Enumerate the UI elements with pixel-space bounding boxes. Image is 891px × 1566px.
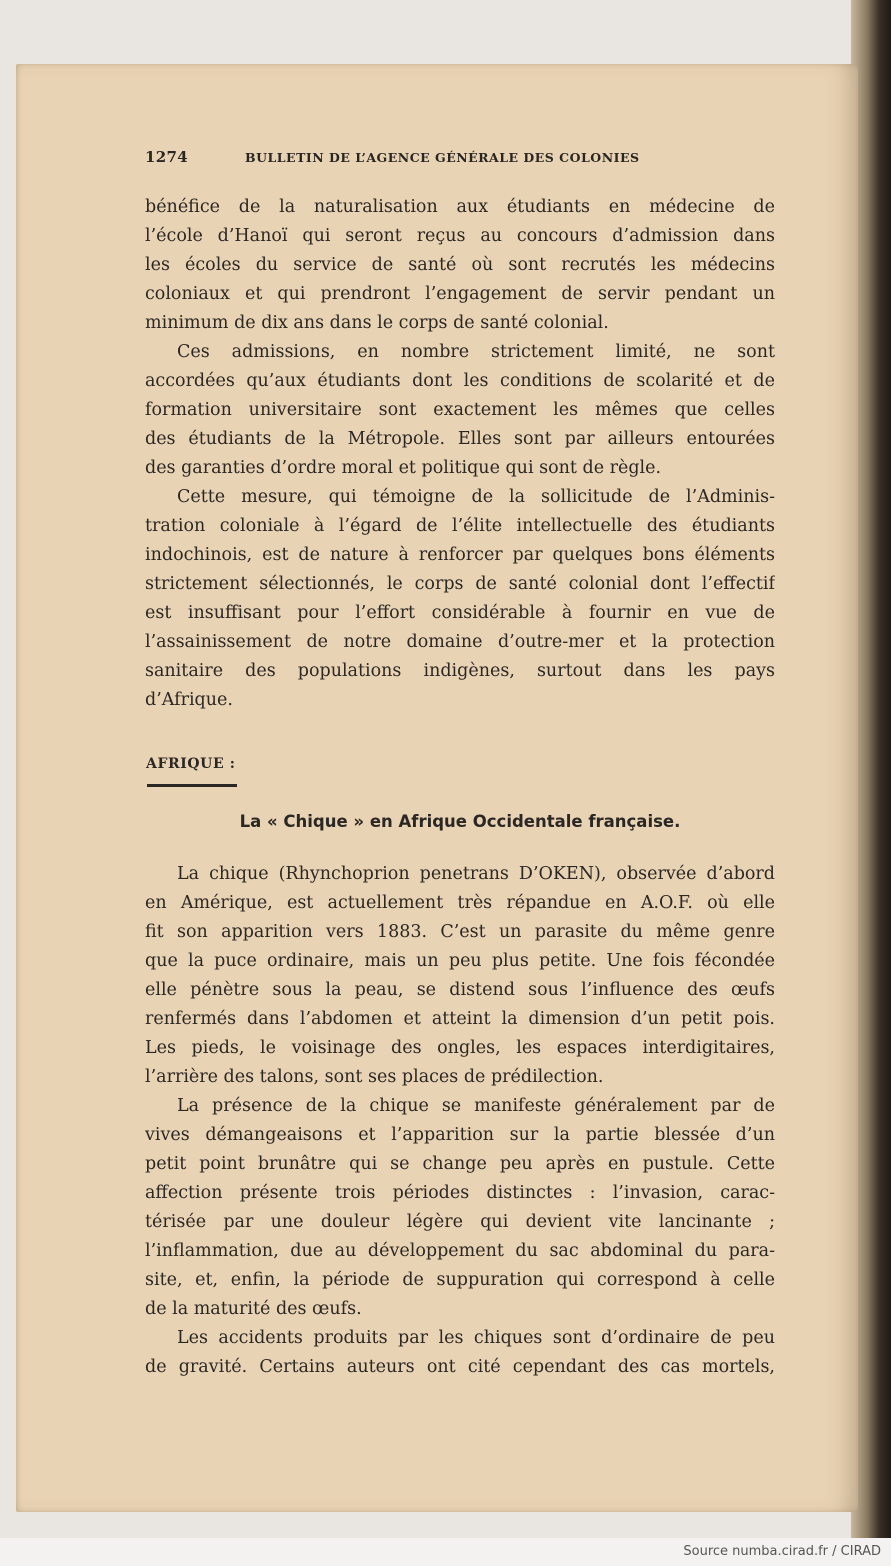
section-label: AFRIQUE : (146, 756, 236, 772)
article-line: en Amérique, est actuellement très répandue en A.O.F. où elle (145, 893, 775, 913)
article-line: Les accidents produits par les chiques sont d’ordinaire de peu (177, 1328, 775, 1348)
body-line: formation universitaire sont exactement les mêmes que celles (145, 400, 775, 420)
body-line: sanitaire des populations indigènes, surtout dans les pays (145, 661, 775, 681)
article-line: de gravité. Certains auteurs ont cité cependant des cas mortels, (145, 1357, 775, 1377)
article-line: vives démangeaisons et l’apparition sur la partie blessée d’un (145, 1125, 775, 1145)
article-line: que la puce ordinaire, mais un peu plus petite. Une fois fécondée (145, 951, 775, 971)
body-line: coloniaux et qui prendront l’engagement de servir pendant un (145, 284, 775, 304)
article-line: fit son apparition vers 1883. C’est un parasite du même genre (145, 922, 775, 942)
source-credit: Source numba.cirad.fr / CIRAD (683, 1544, 881, 1559)
body-line: l’assainissement de notre domaine d’outre-mer et la protection (145, 632, 775, 652)
section-underline (147, 784, 237, 787)
body-line: est insuffisant pour l’effort considérable à fournir en vue de (145, 603, 775, 623)
body-line: l’école d’Hanoï qui seront reçus au concours d’admission dans (145, 226, 775, 246)
article-title: La « Chique » en Afrique Occidentale française. (239, 812, 681, 831)
header-title: BULLETIN DE L’AGENCE GÉNÉRALE DES COLONIES (245, 150, 640, 165)
body-line: les écoles du service de santé où sont recrutés les médecins (145, 255, 775, 275)
page-number: 1274 (145, 148, 188, 166)
body-line: des garanties d’ordre moral et politique qui sont de règle. (145, 458, 662, 478)
article-line: térisée par une douleur légère qui devient vite lancinante ; (145, 1212, 775, 1232)
body-line: accordées qu’aux étudiants dont les conditions de scolarité et de (145, 371, 775, 391)
body-line: minimum de dix ans dans le corps de santé colonial. (145, 313, 609, 333)
body-line: d’Afrique. (145, 690, 233, 710)
article-line: La chique (Rhynchoprion penetrans D’OKEN), observée d’abord (177, 864, 775, 884)
body-line: Cette mesure, qui témoigne de la sollicitude de l’Adminis- (177, 487, 775, 507)
article-line: affection présente trois périodes distinctes : l’invasion, carac- (145, 1183, 775, 1203)
article-line: site, et, enfin, la période de suppuration qui correspond à celle (145, 1270, 775, 1290)
running-header (145, 148, 775, 170)
article-line: renfermés dans l’abdomen et atteint la dimension d’un petit pois. (145, 1009, 775, 1029)
article-line: La présence de la chique se manifeste généralement par de (177, 1096, 775, 1116)
article-line: elle pénètre sous la peau, se distend sous l’influence des œufs (145, 980, 775, 1000)
body-line: strictement sélectionnés, le corps de santé colonial dont l’effectif (145, 574, 775, 594)
body-line: des étudiants de la Métropole. Elles sont par ailleurs entourées (145, 429, 775, 449)
article-line: l’inflammation, due au développement du sac abdominal du para- (145, 1241, 775, 1261)
body-line: Ces admissions, en nombre strictement limité, ne sont (177, 342, 775, 362)
article-line: de la maturité des œufs. (145, 1299, 362, 1319)
body-line: indochinois, est de nature à renforcer par quelques bons éléments (145, 545, 775, 565)
body-line: tration coloniale à l’égard de l’élite intellectuelle des étudiants (145, 516, 775, 536)
article-line: Les pieds, le voisinage des ongles, les espaces interdigitaires, (145, 1038, 775, 1058)
article-line: l’arrière des talons, sont ses places de prédilection. (145, 1067, 604, 1087)
body-line: bénéfice de la naturalisation aux étudiants en médecine de (145, 197, 775, 217)
article-line: petit point brunâtre qui se change peu après en pustule. Cette (145, 1154, 775, 1174)
